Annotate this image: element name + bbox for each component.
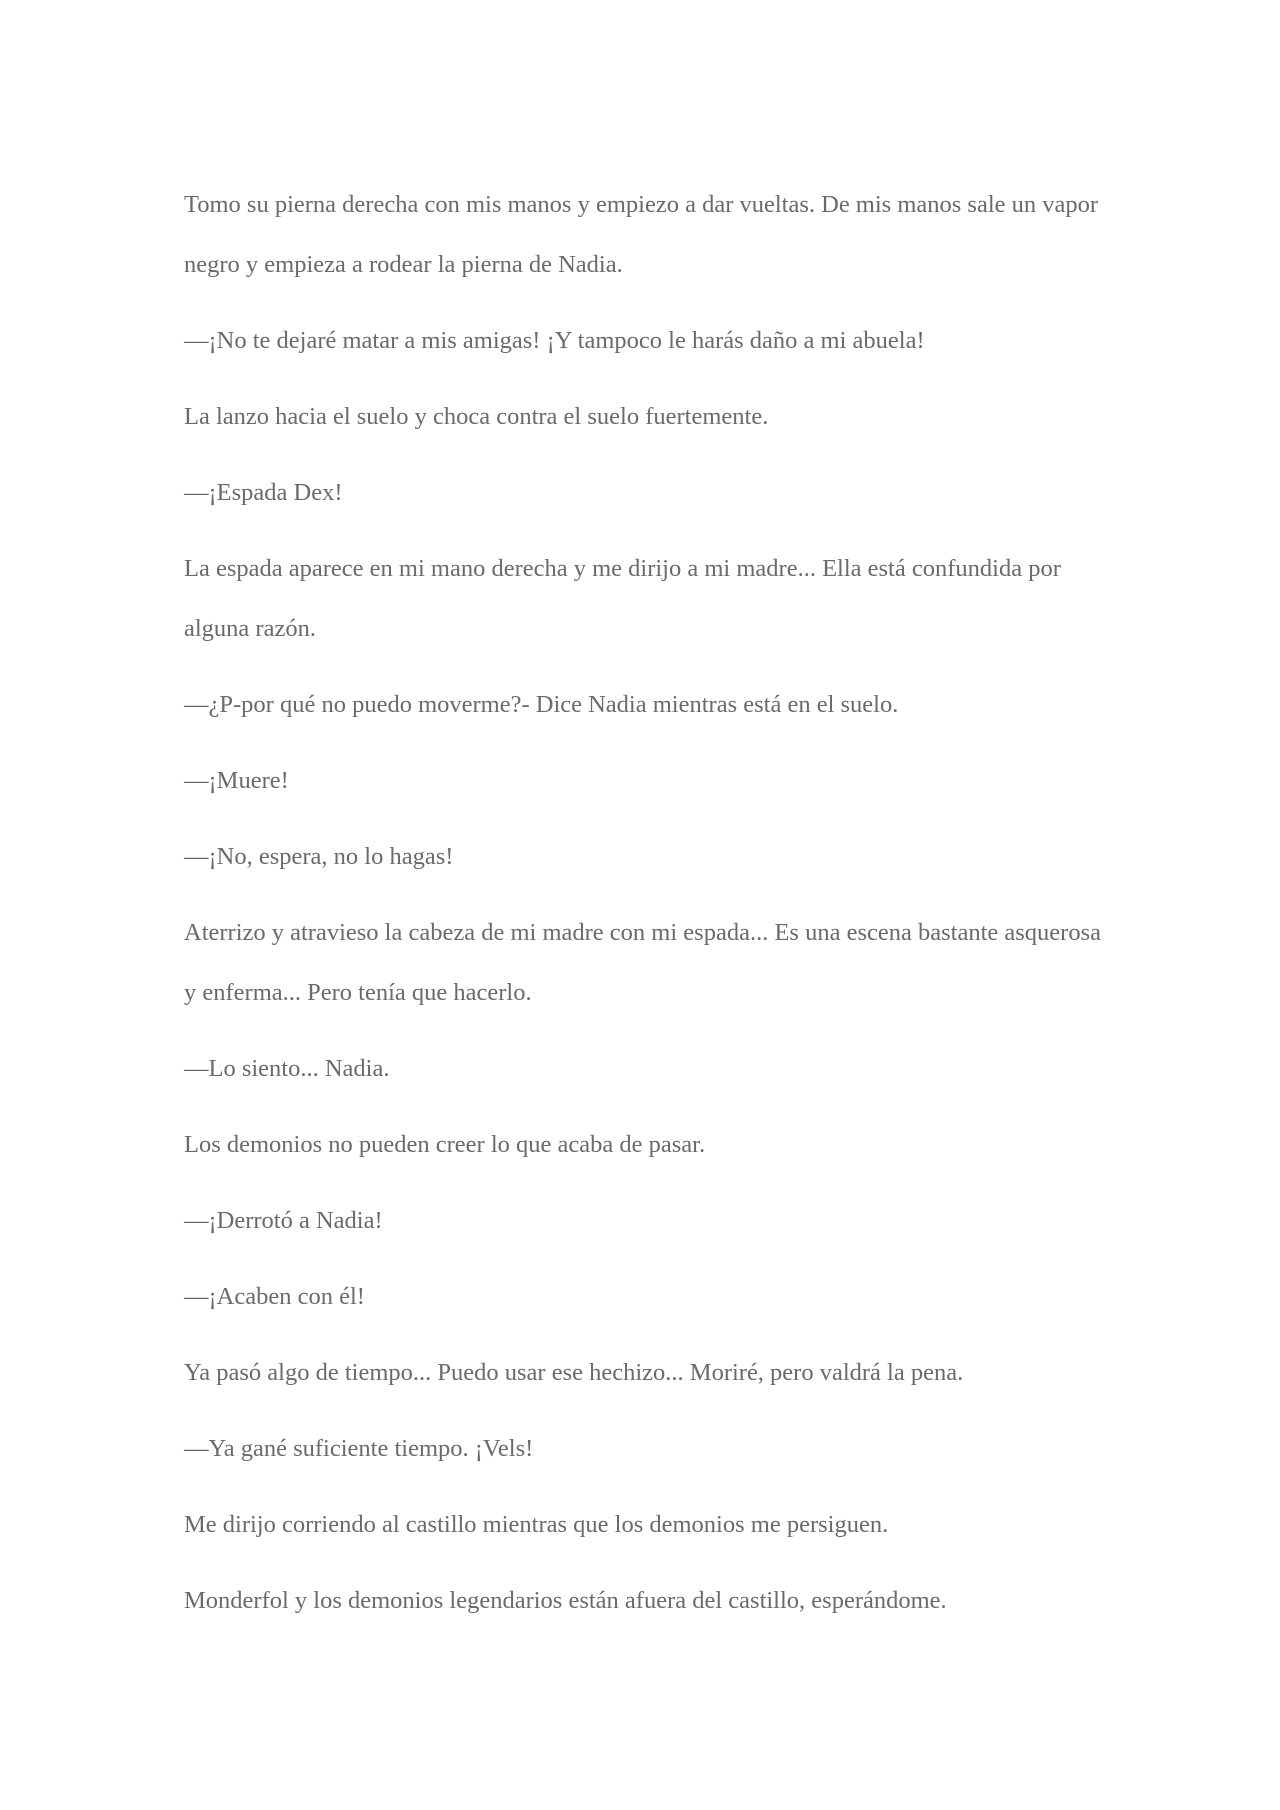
paragraph-11: Los demonios no pueden creer lo que acaba de pasar.: [184, 1131, 706, 1158]
paragraph-17: Monderfol y los demonios legendarios están afuera del castillo, esperándome.: [184, 1587, 947, 1614]
paragraph-5: La espada aparece en mi mano derecha y me dirijo a mi madre... Ella está confundida por alguna razón.: [184, 555, 1061, 642]
paragraph-8: —¡No, espera, no lo hagas!: [184, 843, 454, 870]
paragraph-10: —Lo siento... Nadia.: [184, 1055, 390, 1082]
paragraph-15: —Ya gané suficiente tiempo. ¡Vels!: [184, 1435, 534, 1462]
paragraph-3: La lanzo hacia el suelo y choca contra el suelo fuertemente.: [184, 403, 769, 430]
paragraph-2: —¡No te dejaré matar a mis amigas! ¡Y tampoco le harás daño a mi abuela!: [184, 327, 925, 354]
paragraph-9: Aterrizo y atravieso la cabeza de mi madre con mi espada... Es una escena bastante asquerosa y enferma... Pero tenía que hacerlo.: [184, 919, 1101, 1006]
paragraph-14: Ya pasó algo de tiempo... Puedo usar ese hechizo... Moriré, pero valdrá la pena.: [184, 1359, 964, 1386]
paragraph-6: —¿P-por qué no puedo moverme?- Dice Nadia mientras está en el suelo.: [184, 691, 899, 718]
document-body: [184, 175, 1104, 1647]
paragraph-1: Tomo su pierna derecha con mis manos y empiezo a dar vueltas. De mis manos sale un vapor negro y empieza a rodear la pierna de Nadia.: [184, 191, 1099, 278]
paragraph-13: —¡Acaben con él!: [184, 1283, 365, 1310]
paragraph-12: —¡Derrotó a Nadia!: [184, 1207, 383, 1234]
paragraph-4: —¡Espada Dex!: [184, 479, 343, 506]
paragraph-7: —¡Muere!: [184, 767, 289, 794]
paragraph-16: Me dirijo corriendo al castillo mientras que los demonios me persiguen.: [184, 1511, 889, 1538]
